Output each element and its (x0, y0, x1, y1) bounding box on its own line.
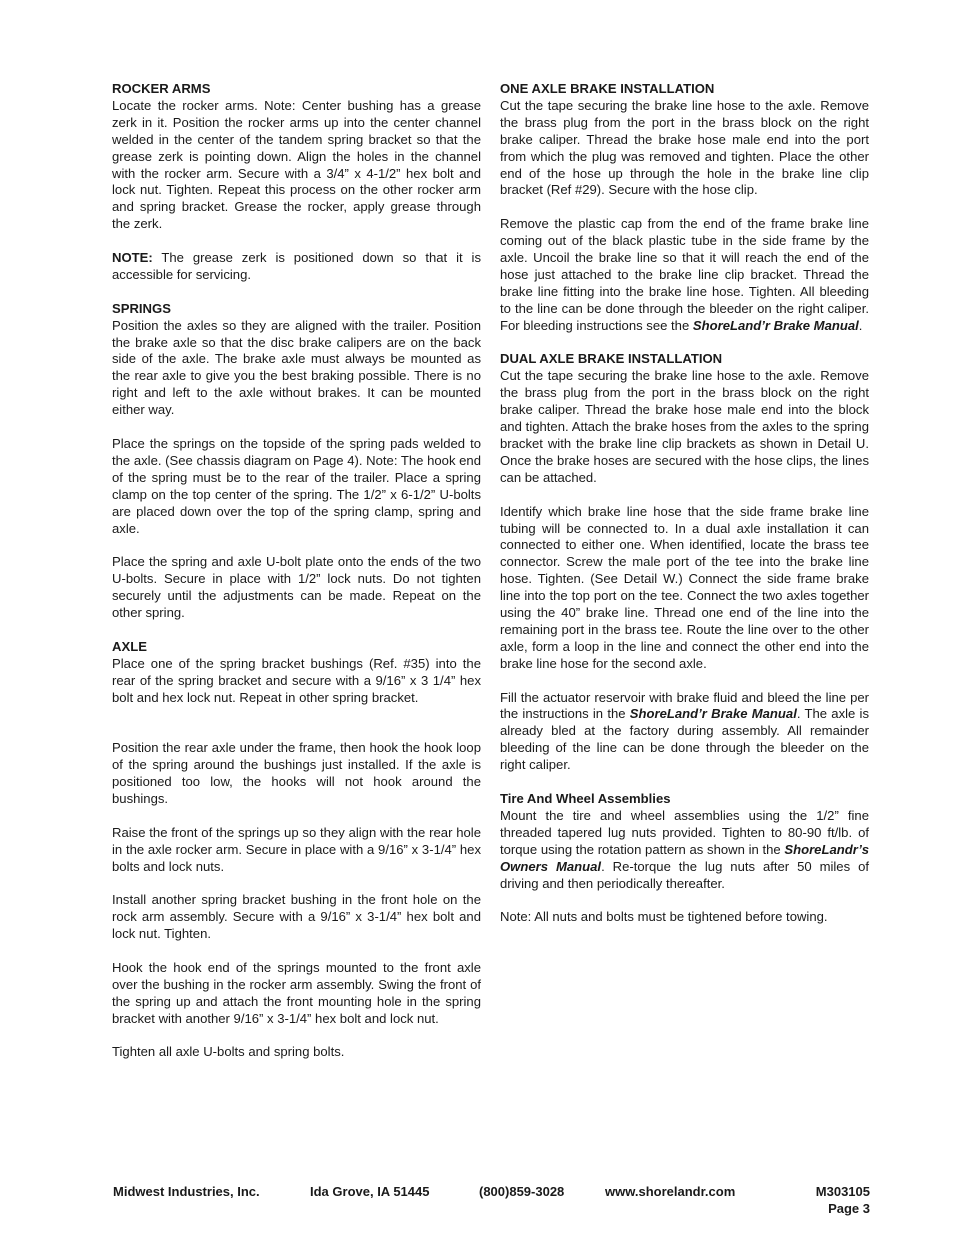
right-column (500, 81, 869, 943)
brake-manual-reference: ShoreLand’r Brake Manual (629, 706, 797, 722)
section-axle (112, 639, 481, 1062)
blank-gap (112, 723, 481, 740)
axle-paragraph-4: Install another spring bracket bushing in the front hole on the rock arm assembly. Secure with a 9/16” x 3-1/4” hex bolt and lock nut. Tighten. (112, 892, 481, 942)
footer-doc-number: M303105 (815, 1184, 870, 1199)
axle-paragraph-6: Tighten all axle U-bolts and spring bolts. (112, 1044, 345, 1060)
springs-paragraph-1: Position the axles so they are aligned with the trailer. Position the brake axle so that the disc brake calipers are on the back side of the axle. The brake axle must always be mounted as the rear axle to give you the best braking possible. There is no right and left to the axle without brakes. It can be mounted either way. (112, 317, 481, 418)
dual-axle-p3-end: . The axle is already bled at the factory during assembly. All remainder bleeding of the line can be done through the bleeder on the right caliper. (500, 706, 869, 773)
tire-p1-text: Mount the tire and wheel assemblies using the 1/2” fine threaded tapered lug nuts provided. Tighten to 80-90 ft/lb. of torque using the rotation pattern as shown in the (500, 807, 869, 857)
brake-manual-reference: ShoreLand’r Brake Manual (692, 317, 859, 333)
owners-manual-reference: ShoreLandr’s Owners Manual (500, 841, 869, 874)
footer-phone: (800)859-3028 (479, 1184, 565, 1199)
heading-axle: AXLE (112, 638, 147, 654)
tire-p1-end: . Re-torque the lug nuts after 50 miles of driving and then periodically thereafter. (500, 858, 869, 891)
heading-springs: SPRINGS (112, 300, 171, 316)
dual-axle-paragraph-1: Cut the tape securing the brake line hose to the axle. Remove the brass plug from the port in the brass block on the right brake caliper. Thread the brake hose male end into the block and tighten. Attach the brake hoses from the axles to the spring bracket with the brake line clip brackets as shown in Detail U. Once the brake hoses are secured with the hose clips, the lines can be attached. (500, 368, 869, 485)
footer-page-number: Page 3 (828, 1201, 870, 1216)
one-axle-paragraph-2 (500, 216, 869, 334)
one-axle-paragraph-1: Cut the tape securing the brake line hose to the axle. Remove the brass plug from the port in the brass block on the right brake caliper. Thread the brake hose male end into the port from which the plug was removed and tighten. Place the other end of the hose up through the hole in the brake line clip bracket (Ref #29). Secure with the hose clip. (500, 97, 869, 198)
springs-paragraph-2: Place the springs on the topside of the spring pads welded to the axle. (See chassis diagram on Page 4). Note: The hook end of the spring must be to the rear of the trailer. Place a spring clamp on the top center of the spring. The 1/2” x 6-1/2” U-bolts are placed down over the top of the spring clamp, spring and axle. (112, 435, 481, 536)
section-rocker-arms (112, 81, 481, 284)
axle-paragraph-1: Place one of the spring bracket bushings (Ref. #35) into the rear of the spring bracket and secure with a 9/16” x 3 1/4” hex bolt and hex lock nut. Repeat in other spring bracket. (112, 655, 481, 705)
dual-axle-paragraph-3 (500, 690, 869, 775)
note-label: NOTE: (112, 250, 153, 266)
rocker-arms-paragraph: Locate the rocker arms. Note: Center bushing has a grease zerk in it. Position the rocker arms up into the center channel welded in the center of the tandem spring bracket so that the grease zerk is pointing down. Align the holes in the channel with the rocker arm. Secure with a 3/4” x 4-1/2” hex bolt and lock nut. Tighten. Repeat this process on the other rocker arm and spring bracket. Grease the rocker, apply grease through the zerk. (112, 97, 481, 232)
springs-paragraph-3: Place the spring and axle U-bolt plate onto the ends of the two U-bolts. Secure in place with 1/2” lock nuts. Do not tighten securely until the adjustments can be made. Repeat on the other spring. (112, 554, 481, 621)
axle-paragraph-3: Raise the front of the springs up so they align with the rear hole in the axle rocker arm. Secure in place with a 9/16” x 3-1/4” hex bolts and lock nuts. (112, 824, 481, 874)
section-tire-wheel (500, 791, 869, 926)
footer-location: Ida Grove, IA 51445 (310, 1184, 430, 1199)
note-text: The grease zerk is positioned down so that it is accessible for servicing. (112, 250, 481, 282)
section-springs (112, 301, 481, 622)
left-column (112, 81, 481, 1078)
tire-wheel-paragraph (500, 808, 869, 893)
rocker-arms-note (112, 250, 481, 284)
dual-axle-paragraph-2: Identify which brake line hose that the side frame brake line tubing will be connected to. In a dual axle installation it can connected to either one. When identified, locate the brass tee connector. Screw the male port of the tee into the brake line hose. Tighten. (See Detail W.) Connect the side frame brake line into the top port on the tee. Connect the two axles together using the 40” brake line. Thread one end of the line into the remaining port in the brass tee. Route the line over to the other axle, form a loop in the line and connect the other end into the brake line hose for the second axle. (500, 503, 869, 671)
one-axle-p2-text: Remove the plastic cap from the end of the frame brake line coming out of the black plastic tube in the side frame by the axle. Uncoil the brake line so that it will reach the end of the hose just attached to the brake line clip bracket. Thread the brake line fitting into the brake line hose. Tighten. All bleeding to the line can be done through the bleeder on the right caliper. For bleeding instructions see the (500, 216, 869, 333)
axle-paragraph-2: Position the rear axle under the frame, then hook the hook loop of the spring around the bushings just installed. If the axle is positioned too low, the hooks will not hook around the bushings. (112, 740, 481, 806)
dual-axle-p3-text: Fill the actuator reservoir with brake fluid and bleed the line per the instructions in the (500, 689, 869, 722)
footer-company: Midwest Industries, Inc. (113, 1184, 260, 1199)
heading-one-axle-brake: ONE AXLE BRAKE INSTALLATION (500, 81, 715, 96)
axle-paragraph-5: Hook the hook end of the springs mounted to the front axle over the bushing in the rocker arm assembly. Swing the front of the spring up and attach the front mounting hole in the spring bracket with another 9/16” x 3-1/4” hex bolt and lock nut. (112, 959, 481, 1026)
one-axle-p2-end: . (858, 317, 863, 333)
heading-dual-axle-brake: DUAL AXLE BRAKE INSTALLATION (500, 351, 723, 367)
heading-tire-wheel: Tire And Wheel Assemblies (500, 790, 671, 806)
section-one-axle-brake (500, 81, 869, 335)
towing-note: Note: All nuts and bolts must be tightened before towing. (500, 909, 828, 925)
heading-rocker-arms: ROCKER ARMS (112, 81, 211, 96)
footer-website: www.shorelandr.com (605, 1184, 736, 1199)
section-dual-axle-brake (500, 351, 869, 774)
